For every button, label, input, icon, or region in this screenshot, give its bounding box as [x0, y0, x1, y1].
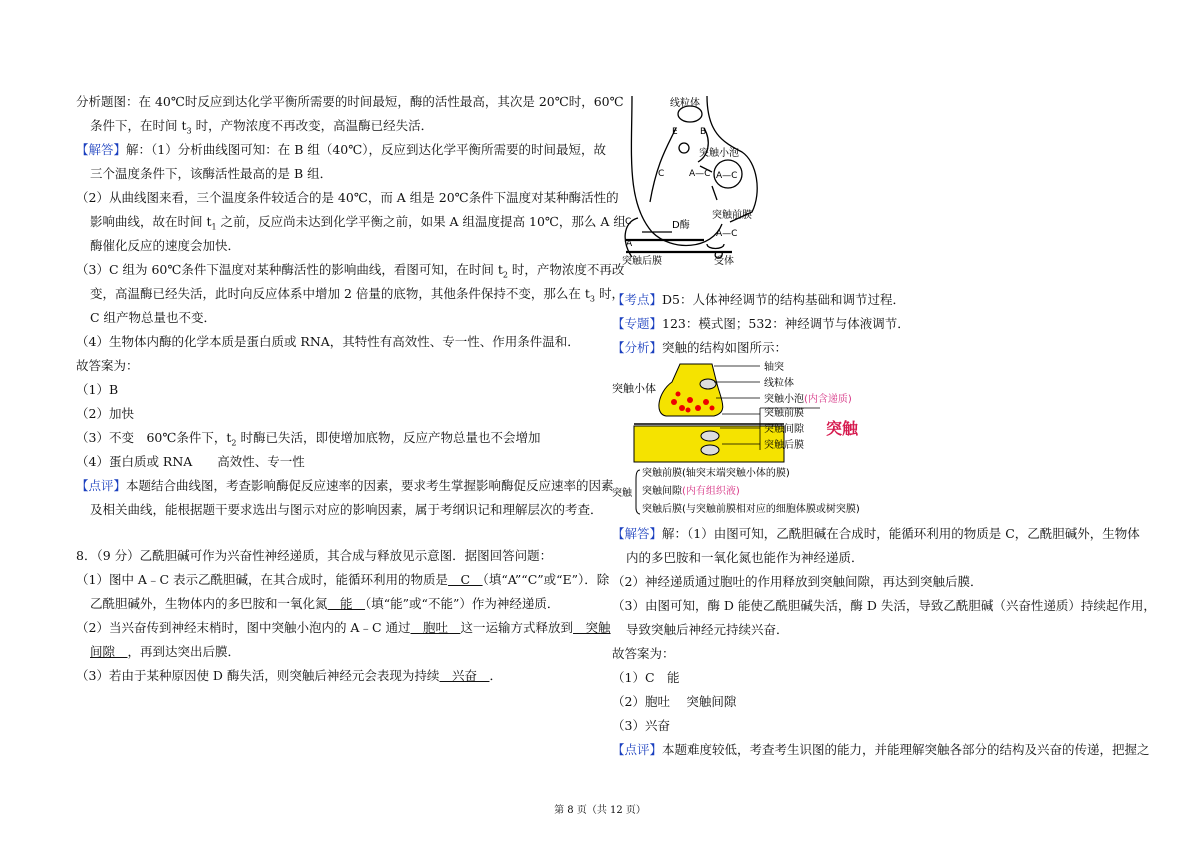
question-8-part-2: （2）当兴奋传到神经末梢时，图中突触小泡内的 A﹣C 通过 胞吐 这一运输方式释放到 突触: [76, 620, 611, 635]
review-tag: 【点评】: [612, 742, 663, 757]
svg-text:突触后膜: 突触后膜: [622, 256, 662, 266]
svg-text:受体: 受体: [714, 256, 734, 266]
final-answer-3: （3）不变 60℃条件下，$t_2$ 时酶已失活，即使增加底物，反应产物总量也不会增加: [76, 430, 541, 448]
answer-heading: 故答案为：: [76, 358, 139, 373]
svg-text:突触间隙(内有组织液): 突触间隙(内有组织液): [642, 486, 740, 497]
svg-text:突触: 突触: [612, 488, 632, 499]
answer-heading-right: 故答案为：: [612, 646, 675, 661]
svg-text:突触: 突触: [826, 419, 859, 438]
svg-text:突触前膜(轴突末端突触小体的膜): 突触前膜(轴突末端突触小体的膜): [642, 468, 790, 479]
answer-p3-line-3: C 组产物总量也不变．: [90, 310, 217, 325]
final-answer-4: （4）蛋白质或 RNA 高效性、专一性: [76, 454, 305, 469]
svg-text:突触后膜: 突触后膜: [764, 440, 804, 451]
svg-text:A—C: A—C: [716, 229, 738, 239]
answer-p4-line-1: （4）生物体内酶的化学本质是蛋白质或 RNA，其特性有高效性、专一性、作用条件温和．: [76, 334, 580, 349]
final-answer-right-2: （2）胞吐 突触间隙: [612, 694, 737, 709]
answer-p2-line-1: （2）从曲线图来看，三个温度条件较适合的是 40℃，而 A 组是 20℃条件下温度对某种酶活性的: [76, 190, 619, 205]
svg-text:轴突: 轴突: [764, 362, 784, 373]
svg-text:突触小泡: 突触小泡: [699, 148, 739, 159]
svg-text:线粒体: 线粒体: [670, 98, 700, 109]
solution-line-5: 导致突触后神经元持续兴奋．: [626, 622, 789, 637]
svg-text:B: B: [700, 127, 707, 137]
svg-text:C: C: [658, 169, 665, 179]
svg-text:突触间隙: 突触间隙: [764, 424, 804, 435]
solution-line-1: 【解答】解：（1）由图可知，乙酰胆碱在合成时，能循环利用的物质是 C，乙酰胆碱外，生物体: [612, 526, 1140, 541]
svg-text:突触前膜: 突触前膜: [712, 210, 752, 221]
svg-text:突触小体: 突触小体: [612, 382, 656, 395]
analysis: 【分析】突触的结构如图所示：: [612, 340, 788, 355]
svg-text:线粒体: 线粒体: [764, 378, 794, 389]
analysis-line-1: 分析题图：在 40℃时反应到达化学平衡所需要的时间最短，酶的活性最高，其次是 20℃时，60℃: [76, 94, 624, 109]
svg-text:A—C: A—C: [716, 171, 738, 181]
knowledge-point: 【考点】D5：人体神经调节的结构基础和调节过程．: [612, 292, 905, 307]
comment-tag: 【点评】: [76, 478, 127, 493]
review-line: 【点评】本题难度较低，考查考生识图的能力，并能理解突触各部分的结构及兴奋的传递，把握之: [612, 742, 1150, 757]
answer-line-1: 【解答】解：（1）分析曲线图可知：在 B 组（40℃），反应到达化学平衡所需要的时间最短，故: [76, 142, 606, 157]
svg-text:突触小泡(内含递质): 突触小泡(内含递质): [764, 394, 852, 405]
question-8-part-3: （3）若由于某种原因使 D 酶失活，则突触后神经元会表现为持续 兴奋 ．: [76, 668, 502, 683]
svg-text:D酶: D酶: [672, 220, 690, 231]
topic: 【专题】123：模式图；532：神经调节与体液调节．: [612, 316, 910, 331]
answer-p2-line-3: 酶催化反应的速度会加快．: [90, 238, 241, 253]
synapse-structure-diagram: [610, 358, 880, 522]
svg-text:A: A: [626, 239, 633, 249]
solution-line-3: （2）神经递质通过胞吐的作用释放到突触间隙，再达到突触后膜．: [612, 574, 983, 589]
analysis-line-2: 条件下，在时间 $t_3$ 时，产物浓度不再改变，高温酶已经失活．: [90, 118, 434, 136]
solution-line-4: （3）由图可知，酶 D 能使乙酰胆碱失活，酶 D 失活，导致乙酰胆碱（兴奋性递质）持续起作用，: [612, 598, 1156, 613]
question-8-title: 8．（9 分）乙酰胆碱可作为兴奋性神经递质，其合成与释放见示意图．据图回答问题：: [76, 548, 553, 563]
page-footer: 第 8 页（共 12 页）: [554, 805, 646, 816]
answer-p3-line-2: 变，高温酶已经失活，此时向反应体系中增加 2 倍量的底物，其他条件保持不变，那么在 $t_3$ 时，: [90, 286, 624, 304]
question-8-part-1: （1）图中 A﹣C 表示乙酰胆碱，在其合成时，能循环利用的物质是 C （填“A”“C”或“E”）．除: [76, 572, 610, 587]
answer-line-2: 三个温度条件下，该酶活性最高的是 B 组．: [90, 166, 333, 181]
analysis-tag: 【分析】: [612, 340, 663, 355]
answer-tag: 【解答】: [76, 142, 127, 157]
svg-text:突触前膜: 突触前膜: [764, 408, 804, 419]
final-answer-2: （2）加快: [76, 406, 134, 421]
answer-p2-line-2: 影响曲线，故在时间 $t_1$ 之前，反应尚未达到化学平衡之前，如果 A 组温度提高 10℃，那么 A 组: [90, 214, 626, 232]
svg-text:A—C: A—C: [689, 169, 711, 179]
final-answer-1: （1）B: [76, 382, 119, 397]
final-answer-right-3: （3）兴奋: [612, 718, 670, 733]
solution-line-2: 内的多巴胺和一氧化氮也能作为神经递质．: [626, 550, 864, 565]
question-8-part-2b: 间隙 ，再到达突出后膜．: [90, 644, 241, 659]
svg-text:突触后膜(与突触前膜相对应的细胞体膜或树突膜): 突触后膜(与突触前膜相对应的细胞体膜或树突膜): [642, 504, 860, 515]
knowledge-tag: 【考点】: [612, 292, 663, 307]
topic-tag: 【专题】: [612, 316, 663, 331]
synapse-schematic-diagram: [612, 92, 784, 266]
svg-text:C: C: [625, 217, 632, 227]
answer-p3-line-1: （3）C 组为 60℃条件下温度对某种酶活性的影响曲线，看图可知，在时间 $t_2$ 时，产物浓度不再改: [76, 262, 625, 280]
solution-tag: 【解答】: [612, 526, 663, 541]
svg-text:E: E: [672, 127, 678, 137]
question-8-part-1b: 乙酰胆碱外，生物体内的多巴胺和一氧化氮 能 （填“能”或“不能”）作为神经递质．: [90, 596, 560, 611]
comment-line-2: 及相关曲线，能根据题干要求选出与图示对应的影响因素，属于考纲识记和理解层次的考查．: [90, 502, 603, 517]
comment-line-1: 【点评】本题结合曲线图，考查影响酶促反应速率的因素，要求考生掌握影响酶促反应速率的因素: [76, 478, 614, 493]
final-answer-right-1: （1）C 能: [612, 670, 680, 685]
